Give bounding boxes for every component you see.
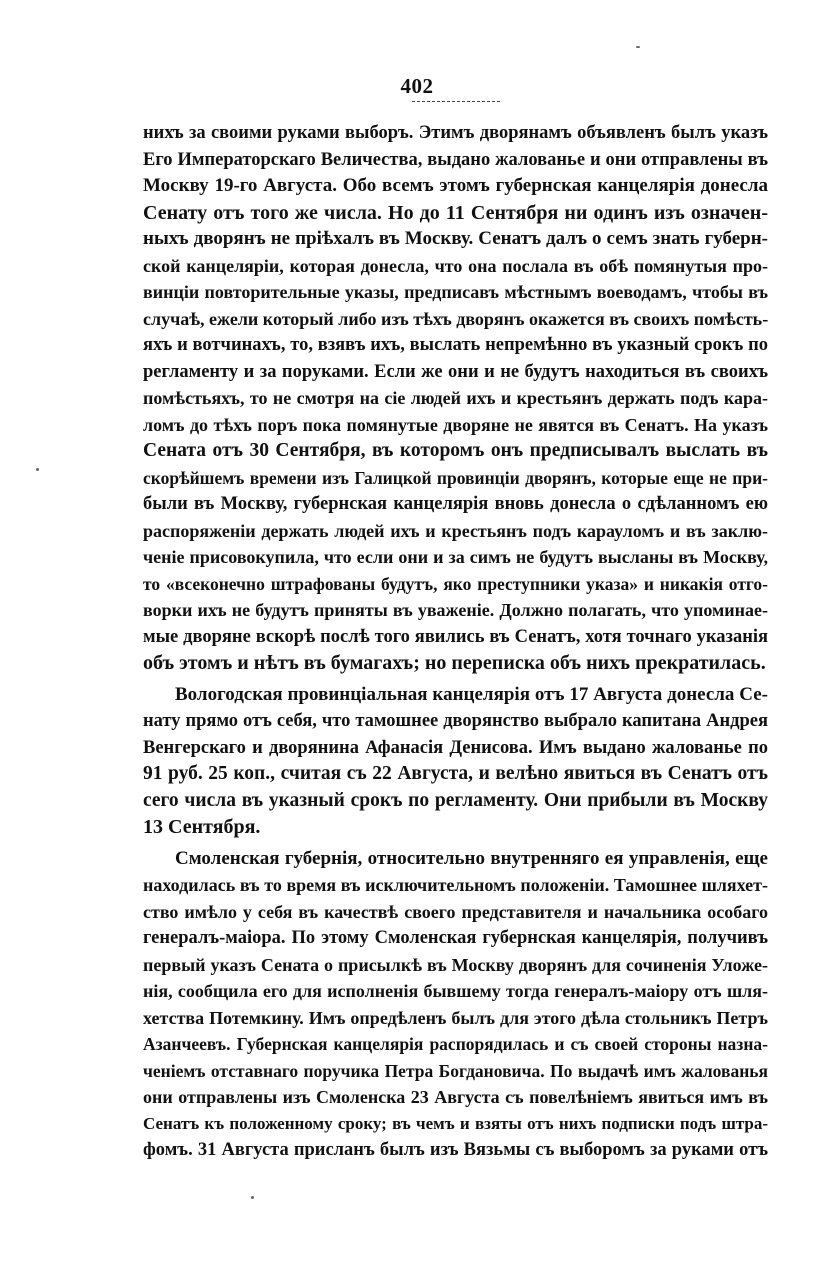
text-line: нихъ за своими руками выборъ. Этимъ дворянамъ объявленъ былъ указъ [143,123,768,143]
text-line: Азанчеевъ. Губернская канцелярія распорядилась и съ своей стороны назна- [143,1034,768,1054]
text-line: Его Императорскаго Величества, выдано жалованье и они отправлены въ [143,149,768,170]
text-line: 91 руб. 25 коп., считая съ 22 Августа, и велѣно явиться въ Сенатъ отъ [143,763,768,784]
paragraph-2 [143,682,768,841]
scan-speck [251,1196,254,1199]
text-line: Сенатъ къ положенному сроку; въ чемъ и взяты отъ нихъ подписки подъ штра- [143,1113,768,1133]
text-line: хетства Потемкину. Имъ опредѣленъ былъ для этого дѣла стольникъ Петръ [143,1007,768,1028]
text-line: ныхъ дворянъ не пріѣхалъ въ Москву. Сенатъ далъ о семъ знать губерн- [143,228,768,249]
text-line: случаѣ, ежели который либо изъ тѣхъ дворянъ окажется въ своихъ помѣсть- [143,308,768,329]
text-line: помѣстьяхъ, то не смотря на сіе людей ихъ и крестьянъ держать подъ кара- [143,388,768,408]
text-line: объ этомъ и нѣтъ въ бумагахъ; но переписка объ нихъ прекратилась. [143,652,766,674]
text-line: ченіемъ отставнаго поручика Петра Богдановича. По выдачѣ имъ жалованья [143,1060,768,1081]
paragraph-1 [143,120,768,677]
text-line: Москву 19-го Августа. Обо всемъ этомъ губернская канцелярія донесла [143,175,768,196]
text-line: были въ Москву, губернская канцелярія вновь донесла о сдѣланномъ ею [143,494,768,514]
text-line: Венгерскаго и дворянина Афанасія Денисова. Имъ выдано жалованье по [143,737,768,758]
paragraph-3 [143,846,768,1164]
text-line: генералъ-маіора. По этому Смоленская губернская канцелярія, получивъ [143,928,768,948]
text-line: то «всеконечно штрафованы будутъ, яко преступники указа» и никакія отго- [143,573,768,594]
text-line: фомъ. 31 Августа присланъ былъ изъ Вязьмы съ выборомъ за руками отъ [143,1140,768,1160]
text-line: винціи повторительные указы, предписавъ мѣстнымъ воеводамъ, чтобы въ [143,282,768,302]
text-line: ворки ихъ не будутъ приняты въ уваженіе. Должно полагать, что упоминае- [143,600,768,620]
body-text [143,120,768,1164]
text-line: ломъ до тѣхъ поръ пока помянутые дворяне не явятся въ Сенатъ. На указъ [143,414,768,435]
text-line: Сенату отъ того же числа. Но до 11 Сентября ни одинъ изъ означен- [143,201,768,224]
text-line: сего числа въ указный срокъ по регламенту. Они прибыли въ Москву [143,789,768,811]
text-line: ской канцеляріи, которая донесла, что она послала въ обѣ помянутыя про- [143,255,768,276]
text-line: скорѣйшемъ времени изъ Галицкой провинціи дворянъ, которые еще не при- [143,467,768,488]
text-line: распоряженіи держать людей ихъ и крестьянъ подъ карауломъ и въ заклю- [143,520,768,541]
page-number: 402 [400,74,434,98]
text-line: яхъ и вотчинахъ, то, взявъ ихъ, выслать непремѣнно въ указный срокъ по [143,335,768,355]
text-line: мые дворяне вскорѣ послѣ того явились въ Сенатъ, хотя точнаго указанія [143,626,768,647]
text-line: ченіе присовокупила, что если они и за симъ не будутъ высланы въ Москву, [143,547,768,567]
text-line: нату прямо отъ себя, что тамошнее дворянство выбрало капитана Андрея [143,711,768,731]
text-line: они отправлены изъ Смоленска 23 Августа съ повелѣніемъ явиться имъ въ [143,1087,768,1107]
text-line: ство имѣло у себя въ качествѣ своего представителя и начальника особаго [143,901,768,922]
scan-speck [636,46,640,48]
text-line: 13 Сентября. [143,816,261,838]
text-line: первый указъ Сената о присылкѣ въ Москву дворянъ для сочиненія Уложе- [143,954,768,975]
text-line: Вологодская провинціальная канцелярія отъ 17 Августа донесла Се- [175,683,768,705]
text-line: Сената отъ 30 Сентября, въ которомъ онъ предписывалъ выслать въ [143,440,768,461]
page-number-rule [412,101,500,102]
text-line: находилась въ то время въ исключительномъ положеніи. Тамошнее шляхет- [143,875,768,895]
text-line: нія, сообщила его для исполненія бывшему тогда генералъ-маіору отъ шля- [143,981,768,1001]
scan-speck [36,468,39,471]
text-line: Смоленская губернія, относительно внутренняго ея управленія, еще [175,847,768,869]
text-line: регламенту и за поруками. Если же они и не будутъ находиться въ своихъ [143,361,768,382]
